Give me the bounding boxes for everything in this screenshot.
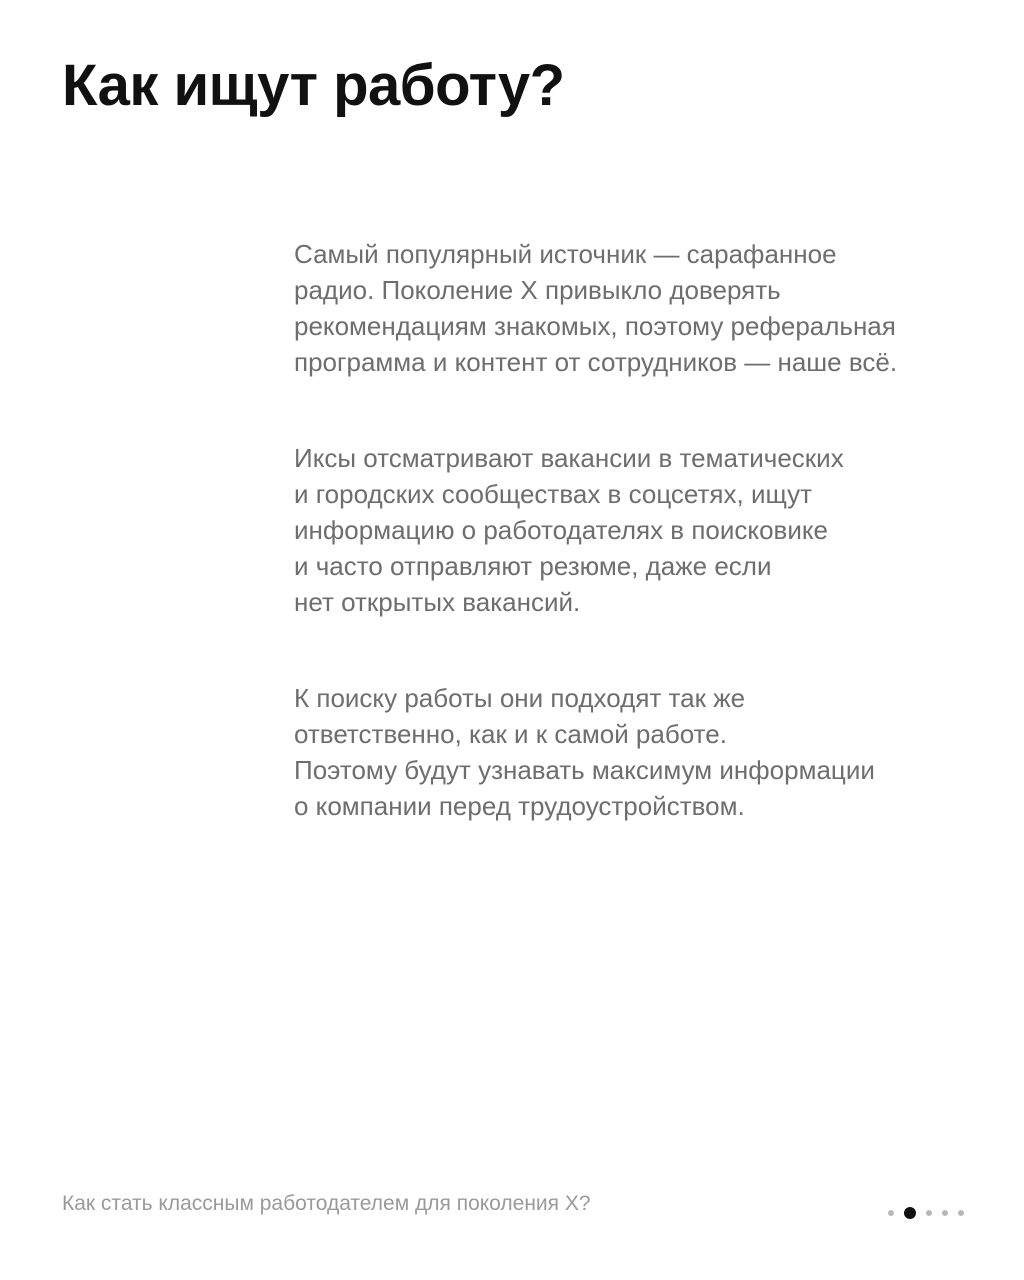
pagination-dot-3[interactable] [926,1210,932,1216]
footer-caption: Как стать классным работодателем для поколения X? [62,1192,591,1215]
paragraph-word-of-mouth [294,236,984,380]
paragraph-line: рекомендациям знакомых, поэтому реферальная [294,311,896,341]
paragraph-line: и часто отправляют резюме, даже если [294,551,772,581]
paragraph-responsibility [294,680,984,824]
pagination-dot-2[interactable] [904,1207,916,1219]
paragraph-line: Самый популярный источник — сарафанное [294,239,837,269]
paragraph-line: и городских сообществах в соцсетях, ищут [294,479,813,509]
paragraph-line: программа и контент от сотрудников — наше всё. [294,347,898,377]
pagination-dot-5[interactable] [958,1210,964,1216]
paragraph-line: о компании перед трудоустройством. [294,791,745,821]
pagination-dot-4[interactable] [942,1210,948,1216]
paragraph-line: информацию о работодателях в поисковике [294,515,828,545]
page-title: Как ищут работу? [62,53,565,118]
paragraph-line: ответственно, как и к самой работе. [294,719,727,749]
article-body [294,236,984,884]
paragraph-job-search-channels [294,440,984,620]
pagination-dots[interactable] [888,1206,964,1220]
paragraph-line: К поиску работы они подходят так же [294,683,746,713]
paragraph-line: Иксы отсматривают вакансии в тематических [294,443,844,473]
paragraph-line: радио. Поколение X привыкло доверять [294,275,781,305]
paragraph-line: нет открытых вакансий. [294,587,581,617]
pagination-dot-1[interactable] [888,1210,894,1216]
paragraph-line: Поэтому будут узнавать максимум информации [294,755,875,785]
